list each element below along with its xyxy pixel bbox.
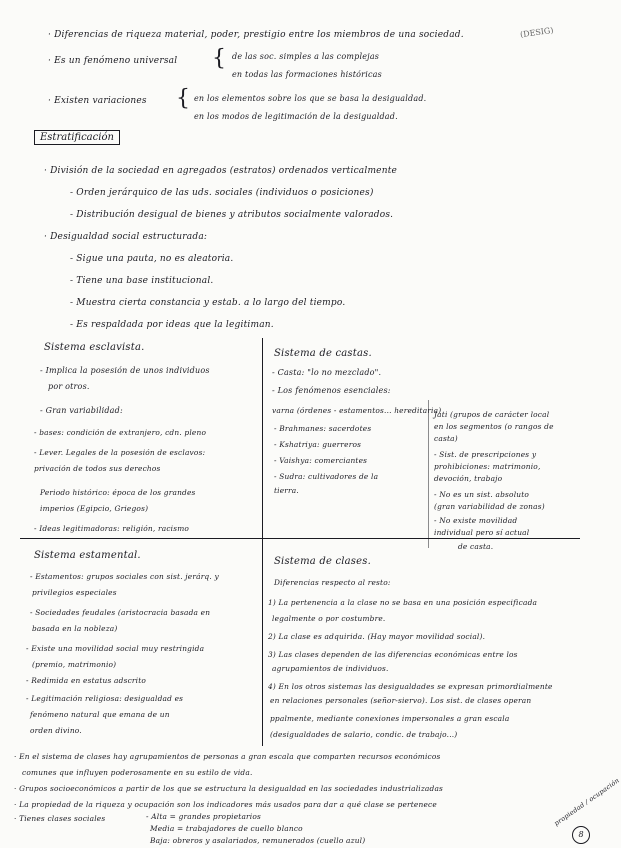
strat-bullet-2b: - Tiene una base institucional. — [70, 276, 214, 286]
strat-bullet-2d: - Es respaldada por ideas que la legitiman. — [70, 320, 274, 330]
section-title: Estratificación — [34, 130, 120, 145]
vertical-divider-bottom — [262, 548, 263, 746]
jati-l10: individual pero sí actual — [434, 528, 530, 537]
estamental-l4: basada en la nobleza) — [32, 624, 118, 633]
castas-l7: - Sudra: cultivadores de la — [274, 472, 379, 481]
clases-l2: 1) La pertenencia a la clase no se basa en una posición especificada — [268, 598, 538, 607]
brace-icon: { — [176, 86, 190, 111]
jati-l9: - No existe movilidad — [434, 516, 518, 525]
jati-divider — [428, 400, 429, 548]
esclavista-l2: por otros. — [48, 382, 90, 391]
estamental-l5: - Existe una movilidad social muy restringida — [26, 644, 205, 653]
strat-bullet-2a: - Sigue una pauta, no es aleatoria. — [70, 254, 234, 264]
footer-l2: comunes que influyen poderosamente en su estilo de vida. — [22, 768, 253, 777]
clases-l9: ppalmente, mediante conexiones impersonales a gran escala — [270, 714, 510, 723]
intro-universal-a: de las soc. simples a las complejas — [232, 52, 380, 61]
estamental-title: Sistema estamental. — [34, 550, 141, 561]
estamental-l10: orden divino. — [30, 726, 82, 735]
clases-l10: (desigualdades de salario, condic. de trabajo...) — [270, 730, 458, 739]
esclavista-l3: - Gran variabilidad: — [40, 406, 123, 415]
clases-title: Sistema de clases. — [274, 556, 371, 567]
castas-l2: - Los fenómenos esenciales: — [272, 386, 391, 395]
esclavista-l7: Periodo histórico: época de los grandes — [40, 488, 196, 497]
castas-l1: - Casta: "lo no mezclado". — [272, 368, 382, 377]
jati-l1: Jati (grupos de carácter local — [434, 410, 550, 419]
esclavista-l6: privación de todos sus derechos — [34, 464, 161, 473]
page-number: 8 — [572, 826, 590, 844]
clases-l8: en relaciones personales (señor-siervo). Los sist. de clases operan — [270, 696, 532, 705]
estamental-l7: - Redimida en estatus adscrito — [26, 676, 147, 685]
clases-l7: 4) En los otros sistemas las desigualdades se expresan primordialmente — [268, 682, 553, 691]
intro-universal-b: en todas las formaciones históricas — [232, 70, 382, 79]
clases-l4: 2) La clase es adquirida. (Hay mayor movilidad social). — [268, 632, 486, 641]
strat-bullet-1: · División de la sociedad en agregados (estratos) ordenados verticalmente — [44, 166, 398, 176]
footer-l6-a: Media = trabajadores de cuello blanco — [150, 824, 303, 833]
jati-l6: devoción, trabajo — [434, 474, 503, 483]
estamental-l6: (premio, matrimonio) — [32, 660, 117, 669]
footer-l3: · Grupos socioeconómicos a partir de los que se estructura la desigualdad en las sociedades industrializadas — [14, 784, 444, 793]
esclavista-title: Sistema esclavista. — [44, 342, 145, 353]
jati-l5: prohibiciones: matrimonio, — [434, 462, 541, 471]
estamental-l2: privilegios especiales — [32, 588, 117, 597]
footer-l7-a: Baja: obreros y asalariados, remunerados (cuello azul) — [150, 836, 366, 845]
castas-l8: tierra. — [274, 486, 299, 495]
estamental-l1: - Estamentos: grupos sociales con sist. jerárq. y — [30, 572, 219, 581]
jati-l7: - No es un sist. absoluto — [434, 490, 530, 499]
clases-l6: agrupamientos de individuos. — [272, 664, 389, 673]
castas-title: Sistema de castas. — [274, 348, 372, 359]
estamental-l3: - Sociedades feudales (aristocracia basada en — [30, 608, 211, 617]
estamental-l9: fenómeno natural que emana de un — [30, 710, 170, 719]
footer-l5: · Tienes clases sociales — [14, 814, 106, 823]
jati-l8: (gran variabilidad de zonas) — [434, 502, 545, 511]
jati-l11: de casta. — [458, 542, 494, 551]
intro-variations-b: en los modos de legitimación de la desigualdad. — [194, 112, 398, 121]
castas-l6: - Vaishya: comerciantes — [274, 456, 368, 465]
esclavista-l4: - bases: condición de extranjero, cdn. pleno — [34, 428, 207, 437]
esclavista-l5: - Lever. Legales de la posesión de esclavos: — [34, 448, 206, 457]
vertical-divider-top — [262, 338, 263, 548]
castas-l4: - Brahmanes: sacerdotes — [274, 424, 372, 433]
jati-l3: casta) — [434, 434, 458, 443]
intro-variations-label: · Existen variaciones — [48, 96, 147, 106]
castas-l5: - Kshatriya: guerreros — [274, 440, 362, 449]
clases-l3: legalmente o por costumbre. — [272, 614, 386, 623]
brace-icon: { — [212, 46, 226, 71]
strat-bullet-1b: - Distribución desigual de bienes y atributos socialmente valorados. — [70, 210, 394, 220]
clases-l5: 3) Las clases dependen de las diferencias económicas entre los — [268, 650, 518, 659]
strat-bullet-1a: - Orden jerárquico de las uds. sociales (individuos o posiciones) — [70, 188, 374, 198]
intro-universal-label: · Es un fenómeno universal — [48, 56, 178, 66]
corner-scribble: (DESIG) — [519, 25, 554, 40]
footer-l5-a: - Alta = grandes propietarios — [146, 812, 261, 821]
clases-l1: Diferencias respecto al resto: — [274, 578, 391, 587]
horizontal-divider — [20, 538, 580, 539]
strat-bullet-2c: - Muestra cierta constancia y estab. a lo largo del tiempo. — [70, 298, 346, 308]
intro-variations-a: en los elementos sobre los que se basa la desigualdad. — [194, 94, 427, 103]
footer-margin-note: propiedad / ocupación — [552, 776, 621, 828]
footer-l1: · En el sistema de clases hay agrupamientos de personas a gran escala que comparten recursos económicos — [14, 752, 441, 761]
esclavista-l8: imperios (Egipcio, Griegos) — [40, 504, 149, 513]
estamental-l8: - Legitimación religiosa: desigualdad es — [26, 694, 184, 703]
intro-line-1: · Diferencias de riqueza material, poder, prestigio entre los miembros de una sociedad. — [48, 30, 464, 40]
castas-l3: varna (órdenes - estamentos... hereditaria) — [272, 406, 442, 415]
footer-l4: · La propiedad de la riqueza y ocupación son los indicadores más usados para dar a qué clase se pertenece — [14, 800, 437, 809]
esclavista-l1: - Implica la posesión de unos individuos — [40, 366, 210, 375]
jati-l2: en los segmentos (o rangos de — [434, 422, 554, 431]
strat-bullet-2: · Desigualdad social estructurada: — [44, 232, 208, 242]
jati-l4: - Sist. de prescripciones y — [434, 450, 537, 459]
esclavista-l9: - Ideas legitimadoras: religión, racismo — [34, 524, 190, 533]
